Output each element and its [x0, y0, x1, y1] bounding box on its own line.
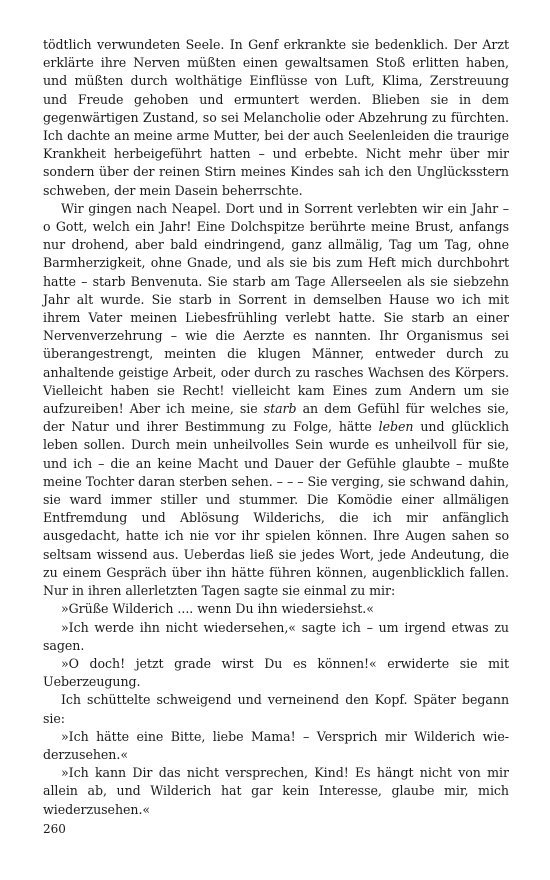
text-run: Wir gingen nach Neapel. Dort und in Sorrent verlebten wir ein Jahr – o Gott, welch ein Jahr! Eine Dolchspitze berührte meine Brust, anfangs nur drohend, aber bald eindringend, ganz allmälig, Tag um Tag, ohne Barmherzigkeit, ohne Gnade, und als sie bis zum Heft mich durchbohrt hatte – starb Benvenuta. Sie starb am Tage Allerseelen als sie siebzehn Jahr alt wurde. Sie starb in Sorrent in demselben Hause wo ich mit ihrem Vater meinen Liebesfrühling verlebt hatte. Sie starb an einer Nervenverzehrung – wie die Aerzte es nannten. Ihr Organismus sei überangestrengt, meinten die klugen Männer, entweder durch zu anhaltende geistige Arbeit, oder durch zu rasches Wachsen des Körpers. Vielleicht haben sie Recht! vielleicht kam Eines zum Andern um sie aufzureiben! Aber ich meine, sie	[43, 200, 509, 417]
paragraph	[43, 655, 509, 691]
paragraph	[43, 764, 509, 819]
page-number: 260	[43, 822, 66, 836]
text-run: tödtlich verwundeten Seele. In Genf erkrankte sie bedenklich. Der Arzt erklärte ihre Nerven müßten einen gewaltsamen Stoß erlitten haben, und müßten durch wolthätige Einflüsse von Luft, Klima, Zerstreuung und Freude gehoben und ermuntert werden. Blieben sie in dem gegenwärtigen Zustand, so sei Melancholie oder Abzehrung zu fürchten. Ich dachte an meine arme Mutter, bei der auch Seelenleiden die traurige Krankheit herbeigeführt hatten – und erbebte. Nicht mehr über mir sondern über der reinen Stirn meines Kindes sah ich den Unglücksstern schweben, der mein Dasein beherrschte.	[43, 37, 509, 198]
body-text	[43, 36, 509, 819]
paragraph	[43, 728, 509, 764]
text-run: an dem Gefühl für welches sie, der Natur und ihrer Bestimmung zu Folge, hätte	[43, 401, 509, 435]
text-run: Ich schüttelte schweigend und verneinend den Kopf. Später begann sie:	[43, 692, 509, 726]
text-run: und glücklich leben sollen. Durch mein unheilvolles Sein wurde es unheilvoll für sie, und ich – die an keine Macht und Dauer der Gefühle glaubte – mußte meine Tochter daran sterben sehen. – – – Sie verging, sie schwand dahin, sie ward immer stiller und stummer. Die Komödie einer allmäligen Entfremdung und Ablösung Wilderichs, die ich mir anfänglich ausgedacht, hatte ich nie vor ihr spielen können. Ihre Augen sahen so seltsam wissend aus. Ueberdas ließ sie jedes Wort, jede Andeutung, die zu einem Gespräch über ihn hätte führen können, augenblicklich fallen. Nur in ihren allerletzten Tagen sagte sie einmal zu mir:	[43, 419, 510, 599]
text-run: »Ich hätte eine Bitte, liebe Mama! – Versprich mir Wilderich wiederzusehen.«	[43, 728, 509, 762]
paragraph	[43, 691, 509, 727]
text-run: »O doch! jetzt grade wirst Du es können!« erwiderte sie mit Ueberzeugung.	[43, 655, 509, 690]
text-run: »Ich werde ihn nicht wiedersehen,« sagte ich – um irgend etwas zu sagen.	[43, 619, 509, 653]
paragraph	[43, 36, 509, 200]
emphasized-text: leben	[378, 419, 414, 435]
paragraph	[43, 619, 509, 655]
paragraph	[43, 200, 509, 600]
paragraph	[43, 600, 509, 618]
text-run: »Ich kann Dir das nicht versprechen, Kind! Es hängt nicht von mir allein ab, und Wilderich hat gar kein Interesse, glaube mir, mich wiederzusehen.«	[43, 765, 509, 817]
emphasized-text: starb	[263, 401, 297, 417]
text-run: »Grüße Wilderich .... wenn Du ihn wiedersiehst.«	[61, 601, 374, 617]
